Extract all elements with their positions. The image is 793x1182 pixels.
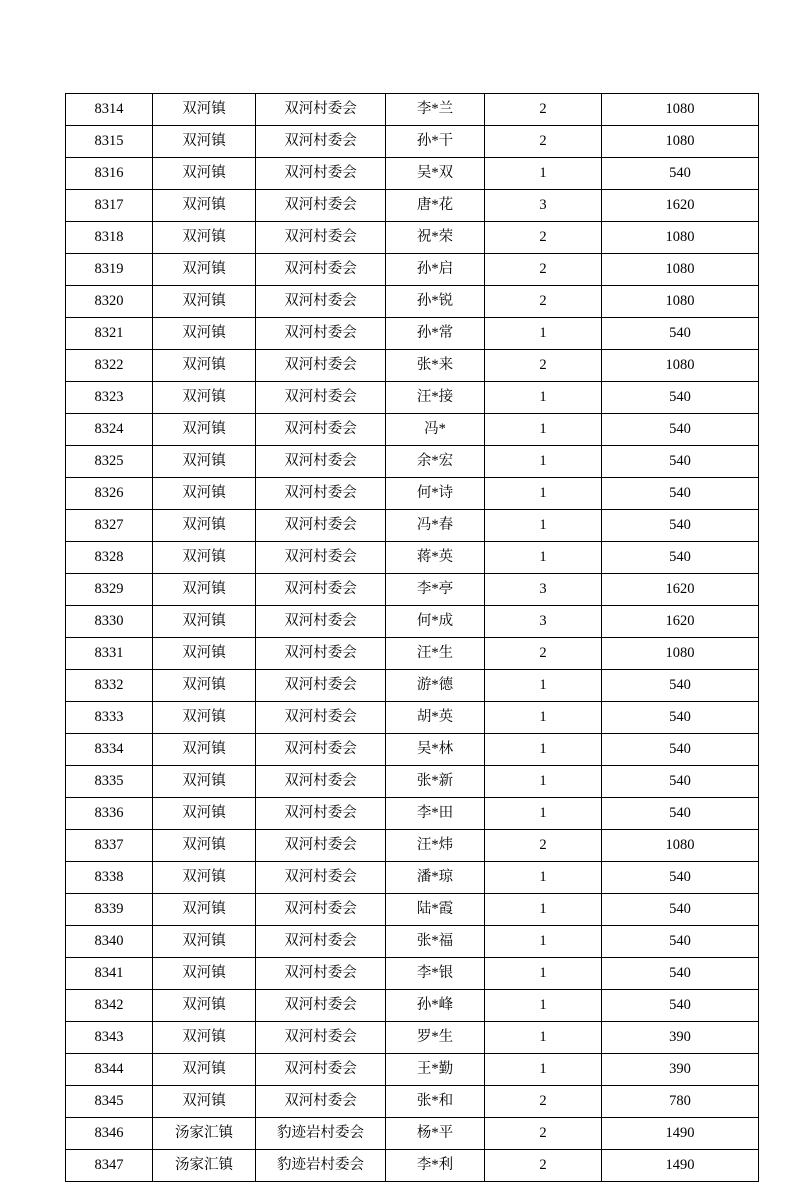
- cell-name: 汪*炜: [386, 830, 485, 862]
- table-row: [66, 190, 759, 222]
- cell-name: 陆*霞: [386, 894, 485, 926]
- cell-count: 1: [485, 478, 602, 510]
- cell-town: 双河镇: [153, 798, 256, 830]
- cell-count: 1: [485, 158, 602, 190]
- cell-town: 双河镇: [153, 382, 256, 414]
- cell-count: 2: [485, 126, 602, 158]
- cell-id: 8336: [66, 798, 153, 830]
- cell-village: 双河村委会: [256, 1054, 386, 1086]
- cell-amount: 1490: [602, 1150, 759, 1182]
- table-row: [66, 894, 759, 926]
- cell-town: 双河镇: [153, 638, 256, 670]
- cell-village: 双河村委会: [256, 734, 386, 766]
- cell-id: 8322: [66, 350, 153, 382]
- table-row: [66, 1086, 759, 1118]
- cell-village: 双河村委会: [256, 958, 386, 990]
- cell-name: 孙*干: [386, 126, 485, 158]
- cell-village: 双河村委会: [256, 766, 386, 798]
- cell-count: 1: [485, 798, 602, 830]
- table-row: [66, 1054, 759, 1086]
- cell-town: 双河镇: [153, 510, 256, 542]
- cell-town: 双河镇: [153, 414, 256, 446]
- table-row: [66, 798, 759, 830]
- cell-village: 双河村委会: [256, 894, 386, 926]
- cell-village: 双河村委会: [256, 254, 386, 286]
- cell-village: 双河村委会: [256, 190, 386, 222]
- table-row: [66, 1150, 759, 1182]
- cell-count: 2: [485, 830, 602, 862]
- cell-name: 孙*启: [386, 254, 485, 286]
- table-row: [66, 254, 759, 286]
- cell-id: 8319: [66, 254, 153, 286]
- cell-town: 双河镇: [153, 830, 256, 862]
- cell-name: 张*和: [386, 1086, 485, 1118]
- cell-name: 何*诗: [386, 478, 485, 510]
- table-row: [66, 446, 759, 478]
- table-row: [66, 862, 759, 894]
- cell-town: 双河镇: [153, 190, 256, 222]
- cell-village: 豹迹岩村委会: [256, 1118, 386, 1150]
- cell-name: 吴*林: [386, 734, 485, 766]
- cell-count: 1: [485, 926, 602, 958]
- cell-count: 2: [485, 286, 602, 318]
- cell-count: 1: [485, 1022, 602, 1054]
- cell-name: 何*成: [386, 606, 485, 638]
- cell-town: 双河镇: [153, 286, 256, 318]
- cell-count: 1: [485, 670, 602, 702]
- cell-name: 罗*生: [386, 1022, 485, 1054]
- cell-name: 唐*花: [386, 190, 485, 222]
- cell-village: 双河村委会: [256, 414, 386, 446]
- cell-amount: 1080: [602, 286, 759, 318]
- cell-town: 双河镇: [153, 958, 256, 990]
- cell-name: 孙*锐: [386, 286, 485, 318]
- table-row: [66, 318, 759, 350]
- table-row: [66, 702, 759, 734]
- cell-name: 张*新: [386, 766, 485, 798]
- cell-id: 8318: [66, 222, 153, 254]
- table-row: [66, 990, 759, 1022]
- cell-name: 胡*英: [386, 702, 485, 734]
- cell-town: 双河镇: [153, 1054, 256, 1086]
- cell-count: 2: [485, 350, 602, 382]
- cell-id: 8330: [66, 606, 153, 638]
- cell-amount: 1080: [602, 94, 759, 126]
- cell-amount: 540: [602, 318, 759, 350]
- cell-amount: 1080: [602, 126, 759, 158]
- cell-count: 1: [485, 1054, 602, 1086]
- cell-town: 双河镇: [153, 318, 256, 350]
- cell-village: 双河村委会: [256, 1086, 386, 1118]
- cell-count: 1: [485, 414, 602, 446]
- cell-count: 2: [485, 1150, 602, 1182]
- cell-town: 汤家汇镇: [153, 1118, 256, 1150]
- cell-amount: 540: [602, 382, 759, 414]
- cell-amount: 540: [602, 798, 759, 830]
- cell-amount: 540: [602, 862, 759, 894]
- cell-name: 李*银: [386, 958, 485, 990]
- cell-id: 8321: [66, 318, 153, 350]
- table-row: [66, 414, 759, 446]
- cell-village: 双河村委会: [256, 990, 386, 1022]
- cell-town: 双河镇: [153, 222, 256, 254]
- cell-name: 潘*琼: [386, 862, 485, 894]
- cell-village: 豹迹岩村委会: [256, 1150, 386, 1182]
- cell-amount: 390: [602, 1022, 759, 1054]
- cell-amount: 540: [602, 158, 759, 190]
- cell-id: 8345: [66, 1086, 153, 1118]
- cell-count: 1: [485, 318, 602, 350]
- cell-amount: 540: [602, 414, 759, 446]
- cell-id: 8332: [66, 670, 153, 702]
- table-row: [66, 574, 759, 606]
- cell-town: 双河镇: [153, 574, 256, 606]
- cell-town: 双河镇: [153, 894, 256, 926]
- cell-village: 双河村委会: [256, 542, 386, 574]
- cell-village: 双河村委会: [256, 478, 386, 510]
- cell-amount: 1080: [602, 350, 759, 382]
- cell-amount: 540: [602, 702, 759, 734]
- cell-village: 双河村委会: [256, 1022, 386, 1054]
- cell-count: 1: [485, 766, 602, 798]
- cell-village: 双河村委会: [256, 158, 386, 190]
- cell-town: 双河镇: [153, 94, 256, 126]
- cell-id: 8346: [66, 1118, 153, 1150]
- cell-town: 双河镇: [153, 350, 256, 382]
- table-row: [66, 1118, 759, 1150]
- cell-count: 1: [485, 382, 602, 414]
- cell-name: 孙*常: [386, 318, 485, 350]
- cell-amount: 540: [602, 958, 759, 990]
- cell-count: 3: [485, 190, 602, 222]
- table-row: [66, 94, 759, 126]
- cell-village: 双河村委会: [256, 510, 386, 542]
- cell-name: 汪*生: [386, 638, 485, 670]
- cell-id: 8347: [66, 1150, 153, 1182]
- cell-count: 1: [485, 990, 602, 1022]
- table-row: [66, 126, 759, 158]
- cell-amount: 540: [602, 478, 759, 510]
- cell-town: 双河镇: [153, 606, 256, 638]
- cell-id: 8320: [66, 286, 153, 318]
- cell-town: 双河镇: [153, 1022, 256, 1054]
- cell-id: 8333: [66, 702, 153, 734]
- cell-id: 8328: [66, 542, 153, 574]
- cell-village: 双河村委会: [256, 926, 386, 958]
- table-row: [66, 734, 759, 766]
- cell-name: 汪*接: [386, 382, 485, 414]
- cell-amount: 540: [602, 734, 759, 766]
- cell-town: 双河镇: [153, 926, 256, 958]
- cell-village: 双河村委会: [256, 798, 386, 830]
- table-row: [66, 830, 759, 862]
- cell-count: 2: [485, 254, 602, 286]
- table-row: [66, 510, 759, 542]
- cell-name: 李*兰: [386, 94, 485, 126]
- cell-name: 李*利: [386, 1150, 485, 1182]
- cell-count: 1: [485, 446, 602, 478]
- cell-id: 8334: [66, 734, 153, 766]
- table-row: [66, 382, 759, 414]
- cell-amount: 1080: [602, 638, 759, 670]
- table-row: [66, 638, 759, 670]
- cell-town: 双河镇: [153, 126, 256, 158]
- cell-village: 双河村委会: [256, 350, 386, 382]
- cell-name: 李*田: [386, 798, 485, 830]
- cell-name: 王*勤: [386, 1054, 485, 1086]
- table-row: [66, 350, 759, 382]
- table-row: [66, 766, 759, 798]
- cell-name: 冯*: [386, 414, 485, 446]
- cell-amount: 1080: [602, 222, 759, 254]
- cell-village: 双河村委会: [256, 606, 386, 638]
- cell-town: 双河镇: [153, 158, 256, 190]
- cell-village: 双河村委会: [256, 702, 386, 734]
- table-row: [66, 286, 759, 318]
- beneficiary-table: [65, 93, 759, 1182]
- cell-name: 祝*荣: [386, 222, 485, 254]
- cell-id: 8329: [66, 574, 153, 606]
- cell-village: 双河村委会: [256, 382, 386, 414]
- cell-village: 双河村委会: [256, 638, 386, 670]
- cell-village: 双河村委会: [256, 94, 386, 126]
- cell-town: 双河镇: [153, 766, 256, 798]
- cell-count: 2: [485, 222, 602, 254]
- cell-amount: 1620: [602, 190, 759, 222]
- cell-amount: 780: [602, 1086, 759, 1118]
- cell-amount: 540: [602, 766, 759, 798]
- cell-town: 双河镇: [153, 990, 256, 1022]
- cell-town: 汤家汇镇: [153, 1150, 256, 1182]
- cell-count: 1: [485, 702, 602, 734]
- cell-count: 2: [485, 1086, 602, 1118]
- table-row: [66, 542, 759, 574]
- cell-amount: 390: [602, 1054, 759, 1086]
- cell-id: 8324: [66, 414, 153, 446]
- cell-id: 8326: [66, 478, 153, 510]
- table-row: [66, 478, 759, 510]
- cell-name: 蒋*英: [386, 542, 485, 574]
- cell-village: 双河村委会: [256, 574, 386, 606]
- cell-amount: 540: [602, 926, 759, 958]
- table-row: [66, 158, 759, 190]
- cell-count: 1: [485, 734, 602, 766]
- cell-count: 1: [485, 894, 602, 926]
- cell-id: 8344: [66, 1054, 153, 1086]
- cell-town: 双河镇: [153, 862, 256, 894]
- cell-town: 双河镇: [153, 1086, 256, 1118]
- cell-village: 双河村委会: [256, 222, 386, 254]
- cell-count: 1: [485, 958, 602, 990]
- table-row: [66, 222, 759, 254]
- cell-id: 8316: [66, 158, 153, 190]
- cell-name: 吴*双: [386, 158, 485, 190]
- cell-id: 8339: [66, 894, 153, 926]
- cell-count: 3: [485, 606, 602, 638]
- cell-town: 双河镇: [153, 734, 256, 766]
- cell-id: 8327: [66, 510, 153, 542]
- cell-name: 孙*峰: [386, 990, 485, 1022]
- cell-id: 8335: [66, 766, 153, 798]
- cell-town: 双河镇: [153, 254, 256, 286]
- cell-id: 8314: [66, 94, 153, 126]
- cell-town: 双河镇: [153, 478, 256, 510]
- cell-count: 2: [485, 94, 602, 126]
- cell-id: 8341: [66, 958, 153, 990]
- cell-amount: 540: [602, 510, 759, 542]
- cell-amount: 1080: [602, 830, 759, 862]
- cell-amount: 1620: [602, 574, 759, 606]
- cell-name: 杨*平: [386, 1118, 485, 1150]
- cell-amount: 540: [602, 670, 759, 702]
- cell-town: 双河镇: [153, 702, 256, 734]
- cell-village: 双河村委会: [256, 830, 386, 862]
- cell-id: 8331: [66, 638, 153, 670]
- cell-name: 游*德: [386, 670, 485, 702]
- cell-name: 冯*春: [386, 510, 485, 542]
- table-row: [66, 606, 759, 638]
- cell-id: 8325: [66, 446, 153, 478]
- cell-amount: 540: [602, 542, 759, 574]
- cell-amount: 1080: [602, 254, 759, 286]
- cell-village: 双河村委会: [256, 286, 386, 318]
- cell-amount: 540: [602, 446, 759, 478]
- cell-name: 余*宏: [386, 446, 485, 478]
- cell-id: 8323: [66, 382, 153, 414]
- cell-village: 双河村委会: [256, 126, 386, 158]
- cell-village: 双河村委会: [256, 446, 386, 478]
- cell-name: 张*来: [386, 350, 485, 382]
- cell-id: 8342: [66, 990, 153, 1022]
- table-row: [66, 958, 759, 990]
- cell-id: 8343: [66, 1022, 153, 1054]
- table-body: [66, 94, 759, 1182]
- cell-count: 3: [485, 574, 602, 606]
- cell-village: 双河村委会: [256, 670, 386, 702]
- cell-amount: 540: [602, 990, 759, 1022]
- table-row: [66, 926, 759, 958]
- cell-id: 8340: [66, 926, 153, 958]
- cell-id: 8315: [66, 126, 153, 158]
- table-row: [66, 670, 759, 702]
- cell-count: 1: [485, 542, 602, 574]
- cell-amount: 1620: [602, 606, 759, 638]
- cell-count: 2: [485, 638, 602, 670]
- cell-town: 双河镇: [153, 670, 256, 702]
- cell-id: 8338: [66, 862, 153, 894]
- cell-count: 1: [485, 510, 602, 542]
- table-row: [66, 1022, 759, 1054]
- cell-village: 双河村委会: [256, 318, 386, 350]
- cell-name: 张*福: [386, 926, 485, 958]
- cell-count: 2: [485, 1118, 602, 1150]
- cell-id: 8337: [66, 830, 153, 862]
- cell-town: 双河镇: [153, 446, 256, 478]
- cell-village: 双河村委会: [256, 862, 386, 894]
- cell-town: 双河镇: [153, 542, 256, 574]
- cell-name: 李*亭: [386, 574, 485, 606]
- cell-amount: 1490: [602, 1118, 759, 1150]
- cell-id: 8317: [66, 190, 153, 222]
- cell-amount: 540: [602, 894, 759, 926]
- cell-count: 1: [485, 862, 602, 894]
